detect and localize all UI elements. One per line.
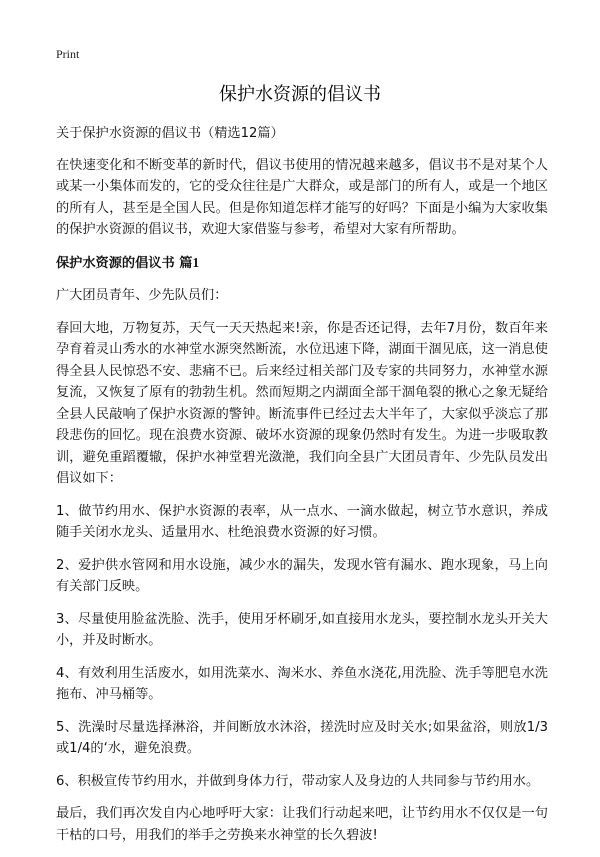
intro-paragraph: 在快速变化和不断变革的新时代，倡议书使用的情况越来越多，倡议书不是对某个人或某一小集体而发的，它的受众往往是广大群众，或是部门的所有人，或是一个地区的所有人，甚至是全国人民。但是你知道怎样才能写的好吗？下面是小编为大家收集的保护水资源的倡议书，欢迎大家借鉴与参考，希望对大家有所帮助。 xyxy=(56,157,548,237)
closing-paragraph: 最后，我们再次发自内心地呼吁大家：让我们行动起来吧，让节约用水不仅仅是一句干枯的口号，用我们的举手之劳换来水神堂的长久碧波! xyxy=(56,806,548,843)
section-heading-text: 保护水资源的倡议书 篇 xyxy=(56,255,193,271)
salutation: 广大团员青年、少先队员们： xyxy=(56,288,228,303)
print-link[interactable]: Print xyxy=(56,47,80,61)
section-heading-number: 1 xyxy=(192,254,200,270)
proposal-item-6: 6、积极宣传节约用水，并做到身体力行，带动家人及身边的人共同参与节约用水。 xyxy=(56,773,540,789)
document-title: 保护水资源的倡议书 xyxy=(219,84,381,105)
proposal-item-2: 2、爱护供水管网和用水设施，减少水的漏失，发现水管有漏水、跑水现象，马上向有关部门反映。 xyxy=(56,557,548,594)
document-subtitle: 关于保护水资源的倡议书（精选12篇） xyxy=(56,126,284,141)
proposal-item-5: 5、洗澡时尽量选择淋浴，并间断放水沐浴，搓洗时应及时关水;如果盆浴，则放1/3或1/4的‘水，避免浪费。 xyxy=(56,719,548,756)
body-paragraph: 春回大地，万物复苏，天气一天天热起来!亲，你是否还记得，去年7月份，数百年来孕育着灵山秀水的水神堂水源突然断流，水位迅速下降，湖面干涸见底，这一消息使得全县人民惊恐不安、悲痛不已。后来经过相关部门及专家的共同努力，水神堂水源复流，又恢复了原有的勃勃生机。然而短期之内湖面全部干涸龟裂的揪心之象无疑给全县人民敲响了保护水资源的警钟。断流事件已经过去大半年了，大家似乎淡忘了那段悲伤的回忆。现在浪费水资源、破坏水资源的现象仍然时有发生。为进一步吸取教训，避免重蹈覆辙，保护水神堂碧光潋滟，我们向全县广大团员青年、少先队员发出倡议如下： xyxy=(56,320,548,486)
proposal-item-1: 1、做节约用水、保护水资源的表率，从一点水、一滴水做起，树立节水意识，养成随手关闭水龙头、适量用水、杜绝浪费水资源的好习惯。 xyxy=(56,503,548,540)
section-heading xyxy=(56,252,548,275)
document-body xyxy=(56,123,548,857)
proposal-item-4: 4、有效利用生活废水，如用洗菜水、淘米水、养鱼水浇花,用洗脸、洗手等肥皂水洗拖布、冲马桶等。 xyxy=(56,665,548,702)
proposal-item-3: 3、尽量使用脸盆洗脸、洗手，使用牙杯刷牙,如直接用水龙头，要控制水龙头开关大小，并及时断水。 xyxy=(56,611,548,648)
